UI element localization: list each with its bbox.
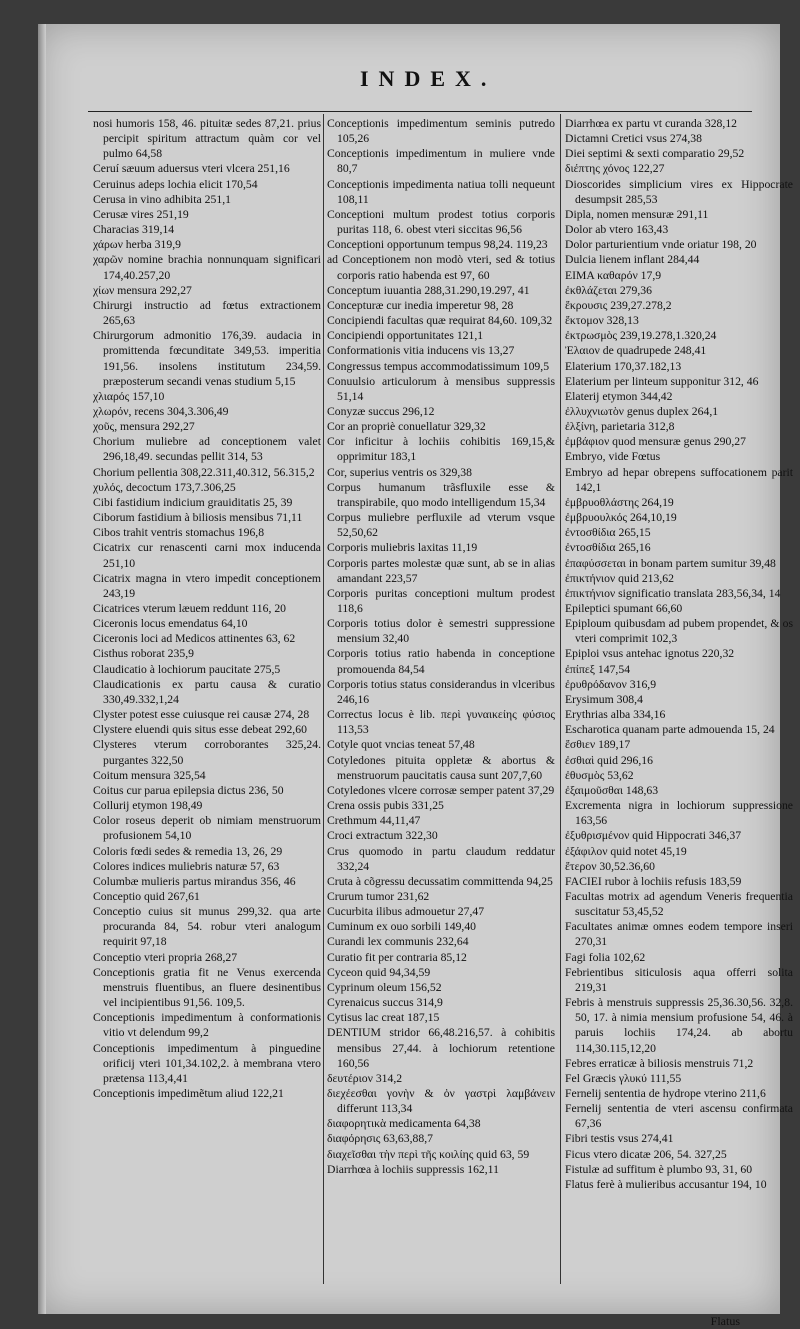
index-entry: nosi humoris 158, 46. pituitæ sedes 87,21. prius percipit spiritum attractum quàm cor vel pulmo 64,58	[93, 117, 321, 161]
index-entry: Ceruí sæuum aduersus vteri vlcera 251,16	[93, 162, 290, 176]
index-entry: Chorium muliebre ad conceptionem valet 296,18,49. secundas pellit 314, 53	[93, 435, 321, 464]
index-entry: Corporis totius ratio habenda in conceptione promouenda 84,54	[327, 647, 555, 676]
index-entry: Escharotica quanam parte admouenda 15, 24	[565, 723, 775, 737]
index-entry: Elaterium 170,37.182,13	[565, 359, 682, 373]
index-entry: Conuulsio articulorum à mensibus suppressis 51,14	[327, 374, 555, 403]
index-entry: Cor an propriè conuellatur 329,32	[327, 420, 486, 434]
column-divider	[323, 114, 324, 1284]
index-entry: Erysimum 308,4	[565, 692, 643, 706]
index-entry: Conceptionis impedimẽtum aliud 122,21	[93, 1087, 284, 1100]
index-entry: Correctus locus è lib. περὶ γυναικείης φύσιος 113,53	[327, 708, 555, 737]
index-entry: Curatio fit per contraria 85,12	[327, 950, 467, 964]
index-entry: Dioscorides simplicium vires ex Hippocrate desumpsit 285,53	[565, 177, 793, 206]
index-entry: Cibos trahit ventris stomachus 196,8	[93, 526, 265, 540]
index-entry: ἐθυσμὸς 53,62	[565, 768, 634, 782]
index-entry: Ciceronis loci ad Medicos attinentes 63, 62	[93, 632, 296, 646]
index-entry: Conceptionis impedimenta natiua tolli nequeunt 108,11	[327, 177, 555, 206]
index-entry: χυλός, decoctum 173,7.306,25	[93, 480, 236, 494]
index-entry: ἐκτρωσμὸς 239,19.278,1.320,24	[565, 329, 717, 343]
index-entry: χλωρόν, recens 304,3.306,49	[93, 404, 229, 418]
index-entry: Coloris fœdi sedes & remedia 13, 26, 29	[93, 844, 283, 858]
index-entry: ἐξυθρισμένον quid Hippocrati 346,37	[565, 829, 742, 843]
index-entry: Cytisus lac creat 187,15	[327, 1011, 440, 1025]
index-entry: Cuminum ex ouo sorbili 149,40	[327, 920, 477, 934]
index-entry: Dipla, nomen mensuræ 291,11	[565, 207, 709, 221]
index-entry: ἔτερον 30,52.36,60	[565, 859, 655, 873]
index-entry: Cerusa in vino adhibita 251,1	[93, 192, 231, 206]
index-entry: Cotyledones pituita oppletæ & abortus & menstruorum paucitatis causa sunt 207,7,60	[327, 753, 555, 782]
index-entry: Elaterium per linteum supponitur 312, 46	[565, 374, 759, 388]
index-entry: Epiploum quibusdam ad pubem propendet, & os vteri comprimit 102,3	[565, 617, 793, 646]
index-entry: Cyceon quid 94,34,59	[327, 965, 431, 979]
index-entry: ἔσθιεν 189,17	[565, 738, 631, 752]
index-entry: Febres erraticæ à biliosis menstruis 71,2	[565, 1056, 754, 1070]
index-entry: Fistulæ ad suffitum è plumbo 93, 31, 60	[565, 1162, 753, 1176]
index-entry: Febris à menstruis suppressis 25,36.30,56. 32,8. 50, 17. à nimia mensium profusione 54, 46. à paruis lochiis 174,24. ab abortu 114,30.115,12,20	[565, 996, 793, 1055]
index-entry: ἐρυθρόδανον 316,9	[565, 677, 657, 691]
index-entry: Cicatrices vterum læuem reddunt 116, 20	[93, 602, 287, 615]
index-entry: Flatus ferè à mulieribus accusantur 194, 10	[565, 1177, 767, 1191]
index-entry: ἐπικτήνιον significatio translata 283,56,34, 14	[565, 586, 781, 600]
index-entry: ἔκρουσις 239,27.278,2	[565, 298, 672, 312]
index-entry: Epiploi vsus antehac ignotus 220,32	[565, 647, 735, 661]
index-entry: Collurij etymon 198,49	[93, 799, 203, 813]
index-column-3	[565, 116, 793, 1276]
index-entry: Cibi fastidium indicium grauiditatis 25, 39	[93, 495, 293, 509]
index-entry: Conformationis vitia inducens vis 13,27	[327, 344, 515, 358]
index-entry: Diarrhœa ex partu vt curanda 328,12	[565, 117, 738, 130]
index-entry: Cisthus roborat 235,9	[93, 647, 194, 661]
index-entry: Concipiendi facultas quæ requirat 84,60. 109,32	[327, 314, 553, 328]
index-entry: χίων mensura 292,27	[93, 283, 192, 297]
index-entry: Croci extractum 322,30	[327, 829, 438, 843]
index-entry: Fagi folia 102,62	[565, 950, 646, 964]
index-entry: Cicatrix magna in vtero impedit conceptionem 243,19	[93, 571, 321, 600]
column-divider	[560, 114, 561, 1284]
index-entry: Embryo ad hepar obrepens suffocationem parit 142,1	[565, 465, 793, 494]
index-entry: ἐλλυχνιωτὸν genus duplex 264,1	[565, 404, 719, 418]
index-entry: ἐπικτήνιον quid 213,62	[565, 571, 674, 585]
index-entry: Cotyle quot vncias teneat 57,48	[327, 738, 475, 752]
index-entry: Conceptionis impedimentum seminis putredo 105,26	[327, 117, 555, 146]
index-entry: ἐπαφύσσεται in bonam partem sumitur 39,48	[565, 556, 776, 570]
index-entry: Conceptio quid 267,61	[93, 889, 200, 903]
index-entry: χάρων herba 319,9	[93, 238, 181, 252]
index-entry: Characias 319,14	[93, 223, 175, 237]
index-entry: ἐμβρυοθλάστης 264,19	[565, 495, 674, 509]
index-entry: Cor, superius ventris os 329,38	[327, 465, 472, 479]
index-entry: Concepturæ cur inedia imperetur 98, 28	[327, 298, 514, 312]
index-entry: Febrientibus siticulosis aqua offerri solita 219,31	[565, 965, 793, 994]
index-entry: Color roseus deperit ob nimiam menstruorum profusionem 54,10	[93, 814, 321, 843]
index-entry: Corporis totius status considerandus in vlceribus 246,16	[327, 677, 555, 706]
index-entry: Conyzæ succus 296,12	[327, 404, 435, 418]
index-entry: Corpus humanum trãsfluxile esse & transpirabile, quo modo intelligendum 15,34	[327, 480, 555, 509]
index-entry: ἐξαιμοῦσθαι 148,63	[565, 783, 659, 797]
index-column-2	[327, 116, 555, 1276]
page-header: INDEX.	[360, 66, 497, 91]
index-entry: Corporis totius dolor è semestri suppressione mensium 32,40	[327, 617, 555, 646]
index-entry: Dolor ab vtero 163,43	[565, 223, 669, 237]
index-entry: Crurum tumor 231,62	[327, 889, 430, 903]
index-entry: Chirurgi instructio ad fœtus extractionem 265,63	[93, 298, 321, 328]
index-entry: Epileptici spumant 66,60	[565, 602, 683, 615]
index-entry: Conceptio cuius sit munus 299,32. qua arte procuranda 84, 54. robur vteri analogum requirit 97,18	[93, 905, 321, 949]
index-entry: Cicatrix cur renascenti carni mox inducenda 251,10	[93, 541, 321, 570]
index-entry: χλιαρός 157,10	[93, 389, 165, 403]
index-entry: Ἐλαιον de quadrupede 248,41	[565, 344, 707, 358]
index-entry: Chirurgorum admonitio 176,39. audacia in promittenda fœcunditate 349,53. imperitia 191,56. insolens institutum 234,59. præposterum secandi venas studium 5,15	[93, 329, 321, 388]
index-entry: Coitus cur parua epilepsia dictus 236, 50	[93, 783, 284, 797]
index-entry: Conceptio vteri propria 268,27	[93, 950, 238, 964]
index-entry: ἐμβρυουλκός 264,10,19	[565, 511, 677, 525]
index-entry: Facultates animæ omnes eodem tempore inseri 270,31	[565, 920, 793, 949]
index-entry: Dolor parturientium vnde oriatur 198, 20	[565, 238, 757, 252]
index-entry: Dulcia lienem inflant 284,44	[565, 253, 700, 267]
index-entry: Conceptioni multum prodest totius corporis puritas 118, 6. obest vteri siccitas 96,56	[327, 207, 555, 237]
index-entry: Clyster potest esse cuiusque rei causæ 274, 28	[93, 708, 310, 722]
index-entry: Cucurbita ilibus admouetur 27,47	[327, 905, 485, 919]
index-entry: ἐκθλάζεται 279,36	[565, 283, 652, 297]
index-entry: Coitum mensura 325,54	[93, 768, 206, 782]
index-entry: Conceptionis impedimentum à conformationis vitio vt delendum 99,2	[93, 1011, 321, 1040]
index-entry: EIMA καθαρόν 17,9	[565, 268, 662, 282]
index-entry: ἐπίπεξ 147,54	[565, 662, 631, 676]
index-entry: Fernelij sententia de hydrope vterino 211,6	[565, 1087, 766, 1100]
index-entry: Congressus tempus accommodatissimum 109,5	[327, 359, 550, 373]
index-entry: Cyrenaicus succus 314,9	[327, 996, 443, 1010]
index-entry: Conceptioni opportunum tempus 98,24. 119,23	[327, 238, 548, 252]
index-entry: DENTIUM stridor 66,48.216,57. à cohibitis mensibus 27,44. à lochiorum retentione 160,56	[327, 1026, 555, 1070]
index-entry: Crethmum 44,11,47	[327, 814, 421, 828]
index-entry: Fel Græcis γλυκύ 111,55	[565, 1071, 682, 1085]
index-entry: ἐντοσθίδια 265,15	[565, 526, 651, 540]
index-entry: Cotyledones vlcere corrosæ semper patent 37,29	[327, 783, 555, 797]
index-entry: Ceruinus adeps lochia elicit 170,54	[93, 177, 258, 191]
index-entry: Cyprinum oleum 156,52	[327, 980, 442, 994]
index-entry: Fibri testis vsus 274,41	[565, 1132, 674, 1146]
index-entry: Conceptionis gratia fit ne Venus exercenda menstruis fluentibus, an fluere desinentibus vel incipientibus 91,56. 109,5.	[93, 965, 321, 1010]
index-entry: Corporis puritas conceptioni multum prodest 118,6	[327, 586, 555, 615]
index-entry: Elaterij etymon 344,42	[565, 389, 673, 403]
index-entry: διαχεῖσθαι τὴν περὶ τῆς κοιλίης quid 63, 59	[327, 1147, 530, 1161]
index-entry: Conceptionis impedimentum à pinguedine orificij vteri 101,34.102,2. à membrana vtero prætensa 113,4,41	[93, 1041, 321, 1085]
index-entry: δευτέριον 314,2	[327, 1071, 403, 1085]
index-entry: ἐμβάφιον quod mensuræ genus 290,27	[565, 435, 746, 449]
index-entry: Corporis partes molestæ quæ sunt, ab se in alias amandant 223,57	[327, 556, 555, 585]
index-column-1	[93, 116, 321, 1276]
page-gutter-shadow	[38, 24, 46, 1314]
index-entry: FACIEI rubor à lochiis refusis 183,59	[565, 874, 742, 888]
index-entry: Clystere eluendi quis situs esse debeat 292,60	[93, 723, 307, 737]
index-entry: ἐλξίνη, parietaria 312,8	[565, 420, 675, 434]
index-entry: Concipiendi opportunitates 121,1	[327, 329, 484, 343]
index-entry: Cruta à cõgressu decussatim committenda 94,25	[327, 874, 553, 888]
index-entry: Cerusæ vires 251,19	[93, 207, 189, 221]
index-entry: Conceptum iuuantia 288,31.290,19.297, 41	[327, 283, 530, 297]
index-entry: Embryo, vide Fœtus	[565, 450, 661, 464]
header-rule	[88, 111, 752, 112]
book-page	[38, 24, 793, 1328]
index-entry: Crena ossis pubis 331,25	[327, 799, 444, 813]
index-entry: χαρῶν nomine brachia nonnunquam significari 174,40.257,20	[93, 253, 321, 282]
index-entry: διαφόρησις 63,63,88,7	[327, 1132, 433, 1146]
index-entry: Conceptionis impedimentum in muliere vnde 80,7	[327, 147, 555, 176]
index-entry: ἔκτομον 328,13	[565, 314, 639, 328]
index-entry: Cor inficitur à lochiis cohibitis 169,15,& opprimitur 183,1	[327, 435, 555, 464]
index-entry: Chorium pellentia 308,22.311,40.312, 56.315,2	[93, 465, 315, 479]
index-entry: ἐξάφιλον quid notet 45,19	[565, 844, 687, 858]
index-entry: διέπτης χόνος 122,27	[565, 162, 665, 176]
index-entry: Claudicatio à lochiorum paucitate 275,5	[93, 662, 281, 676]
index-entry: Claudicationis ex partu causa & curatio 330,49.332,1,24	[93, 677, 321, 706]
index-entry: Colores indices muliebris naturæ 57, 63	[93, 859, 280, 873]
index-entry: Ficus vtero dicatæ 206, 54. 327,25	[565, 1147, 727, 1161]
index-entry: Excrementa nigra in lochiorum suppressione 163,56	[565, 799, 793, 828]
index-entry: Diarrhœa à lochiis suppressis 162,11	[327, 1162, 499, 1176]
index-entry: ad Conceptionem non modò vteri, sed & totius corporis ratio habenda est 97, 60	[327, 253, 555, 282]
index-entry: ἐσθιαὶ quid 296,16	[565, 753, 653, 767]
index-entry: Corpus muliebre perfluxile ad vterum vsque 52,50,62	[327, 511, 555, 540]
index-entry: Curandi lex communis 232,64	[327, 935, 469, 949]
index-entry: Clysteres vterum corroborantes 325,24. purgantes 322,50	[93, 738, 321, 767]
index-entry: χοῦς, mensura 292,27	[93, 420, 195, 434]
index-entry: Crus quomodo in partu claudum reddatur 332,24	[327, 844, 555, 873]
index-entry: διαφορητικὰ medicamenta 64,38	[327, 1117, 481, 1131]
index-entry: Columbæ mulieris partus mirandus 356, 46	[93, 874, 296, 888]
index-entry: Dictamni Cretici vsus 274,38	[565, 132, 702, 146]
index-entry: Ciborum fastidium à biliosis mensibus 71,11	[93, 511, 303, 525]
index-entry: διεχέεσθαι γονὴν & ὁν γαστρὶ λαμβάνειν differunt 113,34	[327, 1087, 555, 1116]
catchword: Flatus	[710, 1314, 740, 1328]
index-entry: ἐντοσθίδια 265,16	[565, 541, 651, 555]
index-entry: Facultas motrix ad agendum Veneris frequentia suscitatur 53,45,52	[565, 889, 793, 919]
index-entry: Ciceronis locus emendatus 64,10	[93, 617, 248, 631]
index-entry: Fernelij sententia de vteri ascensu confirmata 67,36	[565, 1102, 793, 1131]
index-entry: Corporis muliebris laxitas 11,19	[327, 541, 478, 555]
index-entry: Diei septimi & sexti comparatio 29,52	[565, 147, 745, 161]
index-entry: Erythrias alba 334,16	[565, 708, 666, 722]
